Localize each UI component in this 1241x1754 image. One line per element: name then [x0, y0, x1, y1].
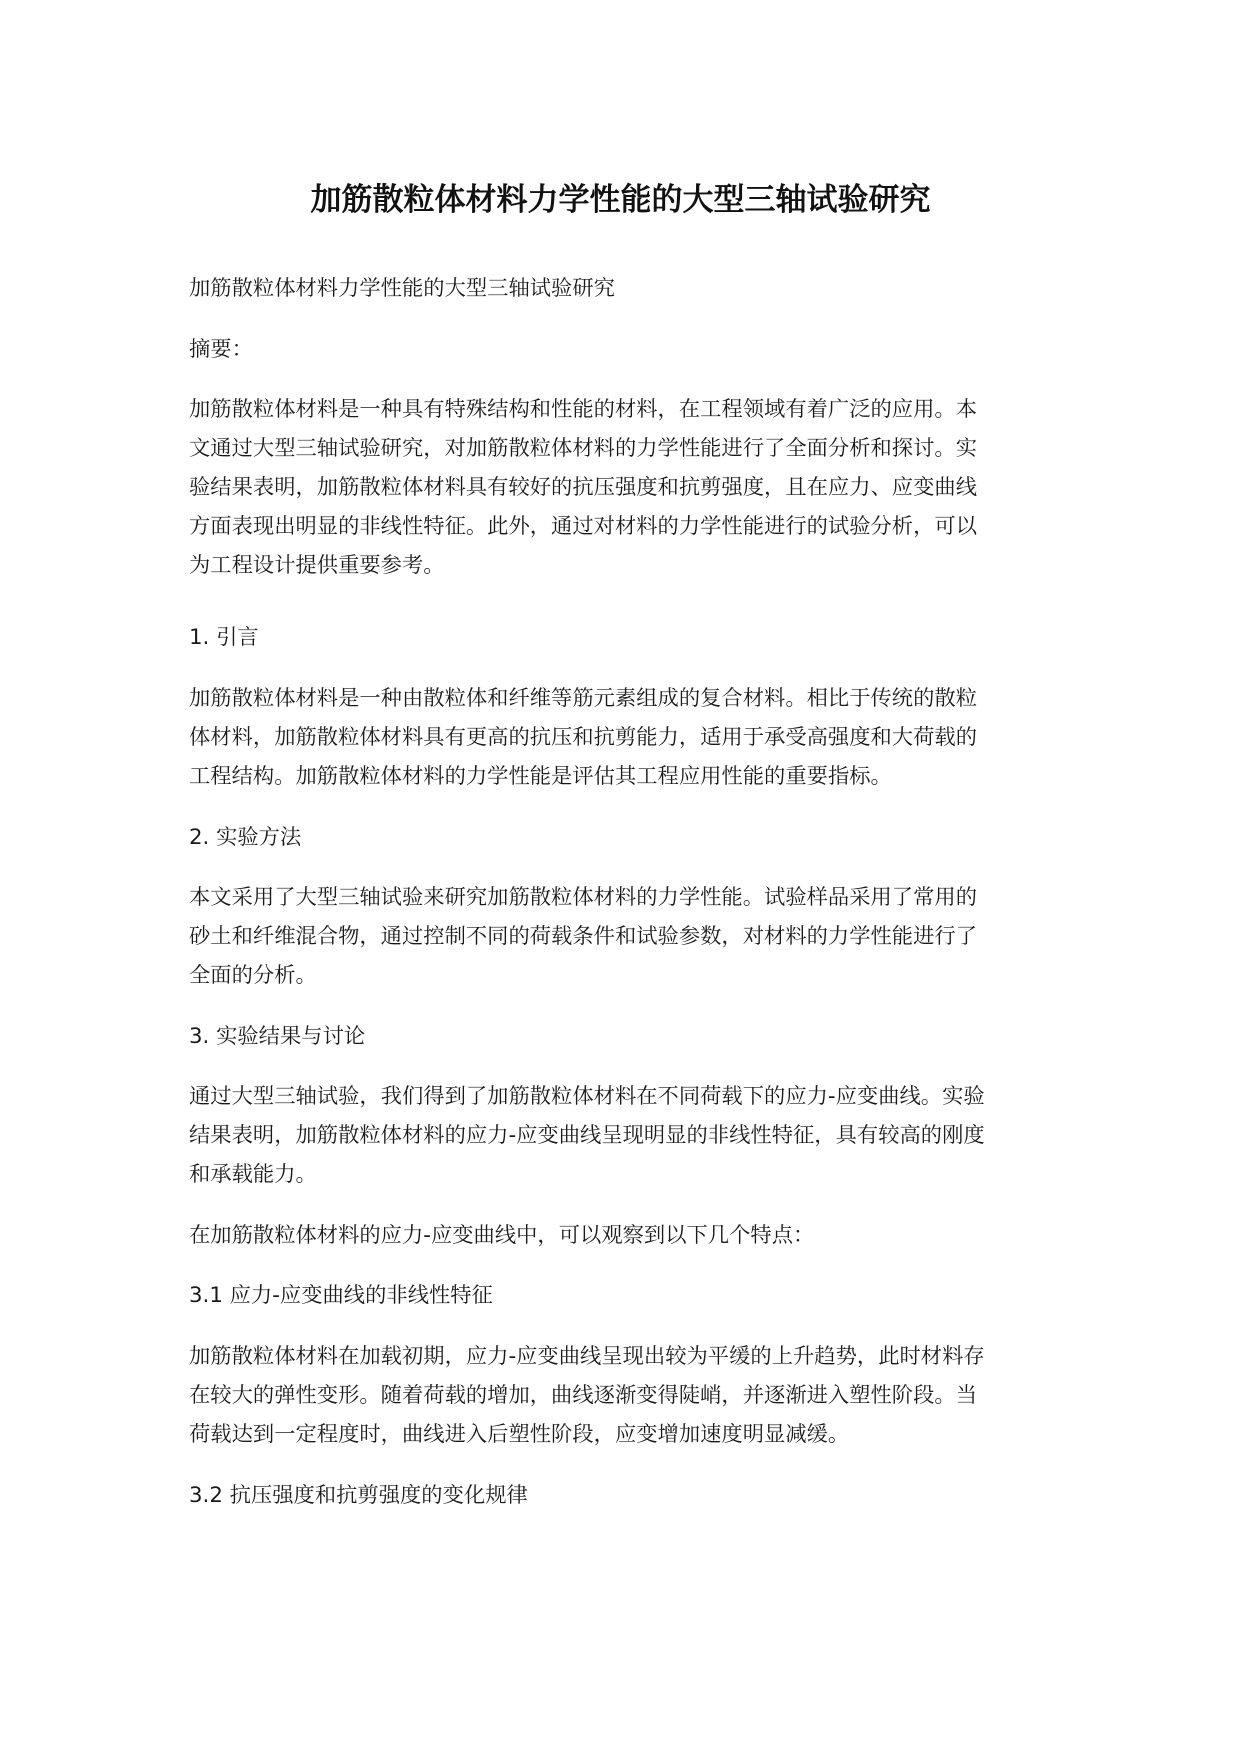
document-subtitle: 加筋散粒体材料力学性能的大型三轴试验研究 [189, 276, 615, 301]
section-3-1-line: 荷载达到一定程度时，曲线进入后塑性阶段，应变增加速度明显减缓。 [189, 1422, 850, 1447]
section-1-paragraph [189, 679, 1049, 796]
section-3-1-line: 加筋散粒体材料在加载初期，应力-应变曲线呈现出较为平缓的上升趋势，此时材料存 [189, 1344, 985, 1369]
section-3-1-paragraph [189, 1337, 1049, 1454]
section-1-line: 工程结构。加筋散粒体材料的力学性能是评估其工程应用性能的重要指标。 [189, 764, 892, 789]
abstract-line: 加筋散粒体材料是一种具有特殊结构和性能的材料，在工程领域有着广泛的应用。本 [189, 397, 977, 422]
abstract-line: 为工程设计提供重要参考。 [189, 553, 445, 578]
section-3-1-heading: 3.1 应力-应变曲线的非线性特征 [189, 1283, 493, 1308]
section-2-line: 本文采用了大型三轴试验来研究加筋散粒体材料的力学性能。试验样品采用了常用的 [189, 885, 977, 910]
abstract-heading: 摘要： [189, 337, 253, 362]
section-2-line: 砂土和纤维混合物，通过控制不同的荷载条件和试验参数，对材料的力学性能进行了 [189, 924, 977, 949]
section-3-2-heading: 3.2 抗压强度和抗剪强度的变化规律 [189, 1483, 528, 1508]
section-1-heading: 1. 引言 [189, 625, 259, 650]
section-3-line: 通过大型三轴试验，我们得到了加筋散粒体材料在不同荷载下的应力-应变曲线。实验 [189, 1084, 985, 1109]
abstract-line: 方面表现出明显的非线性特征。此外，通过对材料的力学性能进行的试验分析，可以 [189, 514, 977, 539]
section-2-line: 全面的分析。 [189, 963, 317, 988]
document-title: 加筋散粒体材料力学性能的大型三轴试验研究 [310, 182, 931, 218]
section-3-1-line: 在较大的弹性变形。随着荷载的增加，曲线逐渐变得陡峭，并逐渐进入塑性阶段。当 [189, 1383, 977, 1408]
abstract-line: 验结果表明，加筋散粒体材料具有较好的抗压强度和抗剪强度，且在应力、应变曲线 [189, 475, 977, 500]
section-1-line: 体材料，加筋散粒体材料具有更高的抗压和抗剪能力，适用于承受高强度和大荷载的 [189, 725, 977, 750]
abstract-paragraph [189, 390, 1049, 585]
section-3-paragraph [189, 1077, 1049, 1194]
section-3-heading: 3. 实验结果与讨论 [189, 1024, 366, 1049]
section-3-intro: 在加筋散粒体材料的应力-应变曲线中，可以观察到以下几个特点： [189, 1223, 815, 1248]
section-2-paragraph [189, 878, 1049, 995]
section-1-line: 加筋散粒体材料是一种由散粒体和纤维等筋元素组成的复合材料。相比于传统的散粒 [189, 686, 977, 711]
abstract-line: 文通过大型三轴试验研究，对加筋散粒体材料的力学性能进行了全面分析和探讨。实 [189, 436, 977, 461]
section-2-heading: 2. 实验方法 [189, 825, 302, 850]
section-3-line: 和承载能力。 [189, 1162, 317, 1187]
section-3-line: 结果表明，加筋散粒体材料的应力-应变曲线呈现明显的非线性特征，具有较高的刚度 [189, 1123, 985, 1148]
